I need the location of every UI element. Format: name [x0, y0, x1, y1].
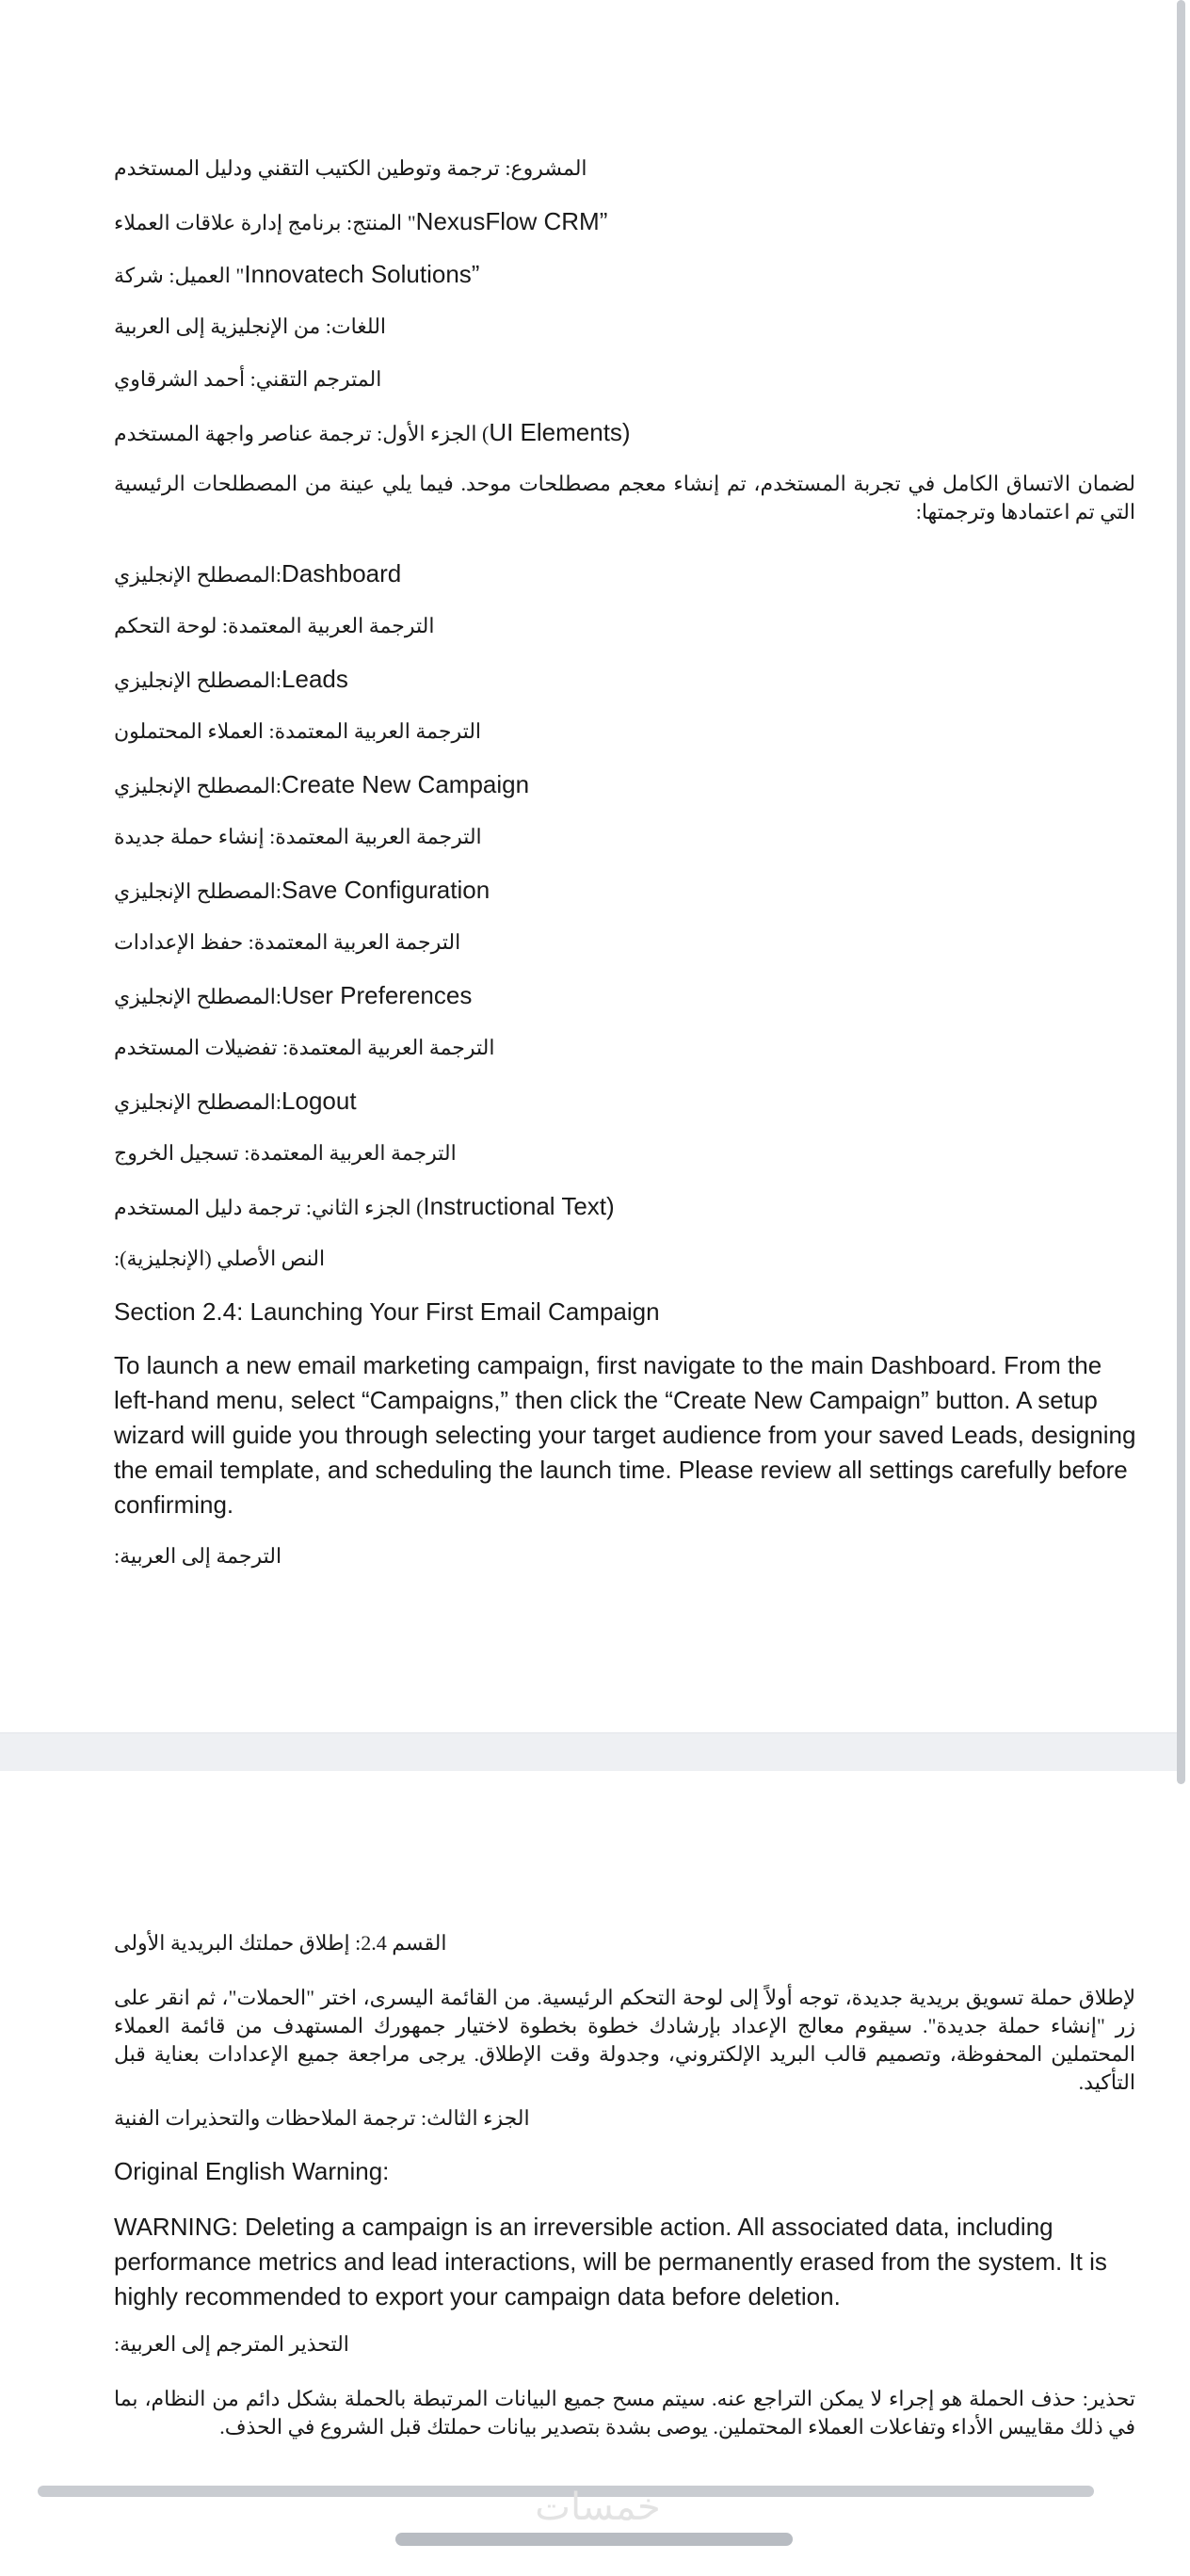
original-label: النص الأصلي (الإنجليزية): — [114, 1247, 326, 1270]
vertical-scrollbar[interactable] — [1177, 0, 1185, 1784]
product-label: المنتج: برنامج إدارة علاقات العملاء " — [114, 211, 416, 234]
warning-label: Original English Warning: — [114, 2157, 390, 2185]
product-line — [114, 207, 1130, 236]
term-en: Logout — [281, 1087, 357, 1115]
term-label: المصطلح الإنجليزي: — [114, 668, 282, 692]
part2-heading — [114, 1192, 1130, 1221]
client-line — [114, 260, 1130, 289]
translation-label: الترجمة إلى العربية: — [114, 1544, 282, 1568]
section-title: Section 2.4: Launching Your First Email Campaign — [114, 1297, 660, 1326]
term-4-translation: الترجمة العربية المعتمدة: حفظ الإعدادات — [114, 930, 461, 954]
term-6-translation: الترجمة العربية المعتمدة: تسجيل الخروج — [114, 1141, 457, 1165]
project-line: المشروع: ترجمة وتوطين الكتيب التقني ودليل المستخدم — [114, 156, 587, 180]
term-label: المصطلح الإنجليزي: — [114, 563, 282, 587]
part2-label: الجزء الثاني: ترجمة دليل المستخدم ( — [114, 1196, 424, 1219]
term-6 — [114, 1087, 1130, 1116]
part2-en: Instructional Text) — [423, 1192, 615, 1220]
term-en: Leads — [281, 665, 348, 693]
section-title-ar: القسم 2.4: إطلاق حملتك البريدية الأولى — [114, 1931, 447, 1955]
term-5 — [114, 981, 1130, 1010]
document-page-2 — [0, 1771, 1177, 2576]
client-label: العميل: شركة " — [114, 264, 245, 287]
watermark-logo: خمسات — [535, 2486, 661, 2529]
term-en: Create New Campaign — [281, 770, 530, 798]
part3-heading: الجزء الثالث: ترجمة الملاحظات والتحذيرات الفنية — [114, 2106, 530, 2130]
warning-ar: تحذير: حذف الحملة هو إجراء لا يمكن التراجع عنه. سيتم مسح جميع البيانات المرتبطة بالحملة بشكل دائم من النظام، بما في ذلك مقاييس الأداء وتفاعلات العملاء المحتملين. يوصى بشدة بتصدير بيانات حملتك قبل الشروع في الحذف. — [114, 2387, 1135, 2439]
part1-en: UI Elements) — [489, 418, 631, 446]
client-name: Innovatech Solutions” — [244, 260, 480, 288]
product-name: NexusFlow CRM” — [415, 207, 608, 235]
term-label: المصطلح الإنجليزي: — [114, 774, 282, 797]
languages-line: اللغات: من الإنجليزية إلى العربية — [114, 314, 387, 338]
term-label: المصطلح الإنجليزي: — [114, 1090, 282, 1114]
term-label: المصطلح الإنجليزي: — [114, 985, 282, 1008]
part1-label: الجزء الأول: ترجمة عناصر واجهة المستخدم ( — [114, 422, 490, 445]
term-3-translation: الترجمة العربية المعتمدة: إنشاء حملة جديدة — [114, 825, 482, 848]
translator-line: المترجم التقني: أحمد الشرقاوي — [114, 367, 382, 391]
term-5-translation: الترجمة العربية المعتمدة: تفضيلات المستخدم — [114, 1036, 495, 1059]
term-label: المصطلح الإنجليزي: — [114, 879, 282, 903]
home-indicator[interactable] — [395, 2533, 793, 2546]
section-body: To launch a new email marketing campaign, first navigate to the main Dashboard. From the left-hand menu, select “Campaigns,” then click the “Create New Campaign” button. A setup wizard will guide you through selecting your target audience from your saved Leads, designing the email template, and scheduling the launch time. Please review all settings carefully before confirming. — [114, 1351, 1136, 1519]
page-break — [0, 1732, 1177, 1772]
term-4 — [114, 876, 1130, 905]
section-body-ar: لإطلاق حملة تسويق بريدية جديدة، توجه أولاً إلى لوحة التحكم الرئيسية. من القائمة اليسرى، اختر "الحملات"، ثم انقر على زر "إنشاء حملة جديدة". سيقوم معالج الإعداد بإرشادك خطوة بخطوة لاختيار جمهورك المستهدف من قائمة العملاء المحتملين المحفوظة، وتصميم قالب البريد الإلكتروني، وجدولة وقت الإطلاق. يرجى مراجعة جميع الإعدادات بعناية قبل التأكيد. — [114, 1986, 1135, 2094]
term-2 — [114, 665, 1130, 694]
term-1-translation: الترجمة العربية المعتمدة: لوحة التحكم — [114, 614, 435, 637]
warning-en: WARNING: Deleting a campaign is an irreversible action. All associated data, including performance metrics and lead interactions, will be permanently erased from the system. It is highly recommended to export your campaign data before deletion. — [114, 2213, 1107, 2310]
term-3 — [114, 770, 1130, 799]
glossary-intro: لضمان الاتساق الكامل في تجربة المستخدم، تم إنشاء معجم مصطلحات موحد. فيما يلي عينة من المصطلحات الرئيسية التي تم اعتمادها وترجمتها: — [114, 472, 1135, 523]
part1-heading — [114, 418, 1130, 447]
warning-ar-label: التحذير المترجم إلى العربية: — [114, 2332, 349, 2356]
term-en: Save Configuration — [281, 876, 490, 904]
term-en: Dashboard — [281, 559, 402, 588]
term-en: User Preferences — [281, 981, 473, 1009]
term-2-translation: الترجمة العربية المعتمدة: العملاء المحتملون — [114, 719, 482, 743]
term-1 — [114, 559, 1130, 588]
